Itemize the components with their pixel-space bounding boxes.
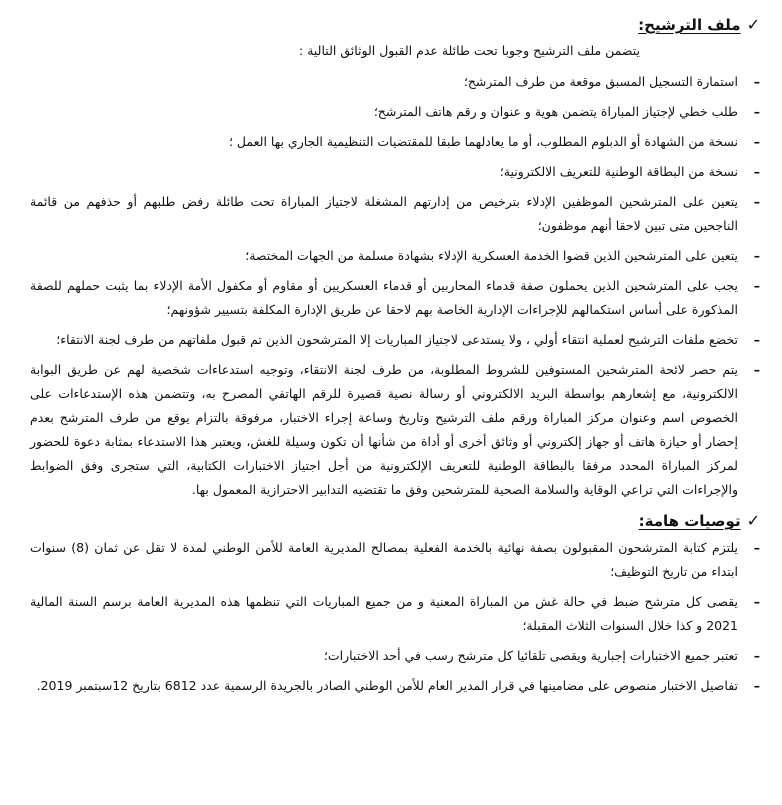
checkmark-icon: ✓ — [746, 511, 760, 530]
list-item — [30, 274, 760, 322]
dash-bullet: – — [753, 164, 760, 179]
list-item-text: تعتبر جميع الاختبارات إجبارية ويقصى تلقائيا كل مترشح رسب في أحد الاختبارات؛ — [323, 648, 738, 663]
dash-bullet: – — [753, 278, 760, 293]
dash-bullet: – — [753, 134, 760, 149]
list-item — [30, 70, 760, 94]
list-item — [30, 190, 760, 238]
recommendations-list — [30, 536, 760, 698]
dash-bullet: – — [753, 594, 760, 609]
dash-bullet: – — [753, 540, 760, 555]
list-item — [30, 244, 760, 268]
list-item-text: نسخة من البطاقة الوطنية للتعريف الالكترونية؛ — [499, 164, 738, 179]
list-item-text: تخضع ملفات الترشيح لعملية انتقاء أولي ، ولا يستدعى لاجتياز المباريات إلا المترشحون الذين تم قبول ملفاتهم من طرف لجنة الانتقاء؛ — [56, 332, 738, 347]
list-item-text: استمارة التسجيل المسبق موقعة من طرف المترشح؛ — [463, 74, 738, 89]
list-item — [30, 358, 760, 502]
list-item — [30, 674, 760, 698]
list-item — [30, 644, 760, 668]
list-item-text: تفاصيل الاختبار منصوص على مضامينها في قرار المدير العام للأمن الوطني الصادر بالجريدة الرسمية عدد 6812 بتاريخ 12سبتمبر 2019. — [36, 678, 738, 693]
list-item — [30, 160, 760, 184]
list-item-text: يقصى كل مترشح ضبط في حالة غش من المباراة المعنية و من جميع المباريات التي تنظمها هذه المديرية العامة برسم السنة المالية 2021 و كذا خلال السنوات الثلاث المقبلة؛ — [30, 594, 738, 633]
list-item — [30, 100, 760, 124]
dash-bullet: – — [753, 248, 760, 263]
intro-paragraph: يتضمن ملف الترشيح وجوبا تحت طائلة عدم القبول الوثائق التالية : — [299, 43, 640, 58]
dash-bullet: – — [753, 194, 760, 209]
dash-bullet: – — [753, 362, 760, 377]
dash-bullet: – — [753, 648, 760, 663]
section-heading-application-file — [30, 14, 760, 36]
section-heading-recommendations — [30, 510, 760, 532]
list-item-text: يجب على المترشحين الذين يحملون صفة قدماء المحاربين أو قدماء العسكريين أو مقاوم أو مكفول الأمة الإدلاء بما يثبت حملهم للصفة المذكورة على أساس استكمالهم للإجراءات الإدارية الخاصة بهم لاحقا عن طريق الإدارة المكلفة بتسيير شؤونهم؛ — [30, 278, 738, 317]
checkmark-icon: ✓ — [746, 15, 760, 34]
list-item — [30, 130, 760, 154]
section-title: توصيات هامة: — [638, 512, 741, 530]
list-item-text: طلب خطي لإجتياز المباراة يتضمن هوية و عنوان و رقم هاتف المترشح؛ — [373, 104, 738, 119]
dash-bullet: – — [753, 104, 760, 119]
dash-bullet: – — [753, 332, 760, 347]
list-item-text: يتعين على المترشحين الذين قضوا الخدمة العسكرية الإدلاء بشهادة مسلمة من الجهات المختصة؛ — [245, 248, 738, 263]
list-item-text: يتعين على المترشحين الموظفين الإدلاء بترخيص من إدارتهم المشغلة لاجتياز المباراة تحت طائلة رفض طلبهم أو حذفهم من قائمة الناجحين متى تبين لاحقا أنهم موظفون؛ — [30, 194, 738, 233]
dash-bullet: – — [753, 678, 760, 693]
dash-bullet: – — [753, 74, 760, 89]
list-item — [30, 328, 760, 352]
list-item-text: يلتزم كتابة المترشحون المقبولون بصفة نهائية بالخدمة الفعلية بمصالح المديرية العامة للأمن الوطني لمدة لا تقل عن ثمان (8) سنوات ابتداء من تاريخ التوظيف؛ — [30, 540, 738, 579]
list-item — [30, 590, 760, 638]
list-item-text: نسخة من الشهادة أو الدبلوم المطلوب، أو ما يعادلهما طبقا للمقتضيات التنظيمية الجاري بها العمل ؛ — [228, 134, 738, 149]
list-item-text: يتم حصر لائحة المترشحين المستوفين للشروط المطلوبة، من طرف لجنة الانتقاء، وتوجيه استدعاءات شخصية لهم عن طريق البوابة الالكترونية، مع إشعارهم بواسطة البريد الالكتروني أو رسالة نصية قصيرة للرقم الهاتفي المصرح به، وتتضمن هذه الإستدعاءات على الخصوص اسم وعنوان مركز المباراة ورقم ملف الترشيح وتاريخ وساعة إجراء الاختبار، مرفوقة بالتزام يوقع من طرف المترشح بعدم إحضار أو حيازة هاتف أو جهاز إلكتروني أو وثائق أخرى أو أداة من شأنها أن تكون وسيلة للغش، ويعتبر هذا الاستدعاء بمثابة دعوة للحضور لمركز المباراة المحدد مرفقا بالبطاقة الوطنية للتعريف الإلكترونية من أجل اجتياز الاختبارات الكتابية، التي ستجرى وفق الضوابط والإجراءات التي تراعي الوقاية والسلامة الصحية للمترشحين وفق ما تقتضيه التدابير الاحترازية المعمول بها. — [30, 362, 738, 497]
required-documents-list — [30, 70, 760, 502]
section-title: ملف الترشيح: — [638, 16, 741, 34]
list-item — [30, 536, 760, 584]
